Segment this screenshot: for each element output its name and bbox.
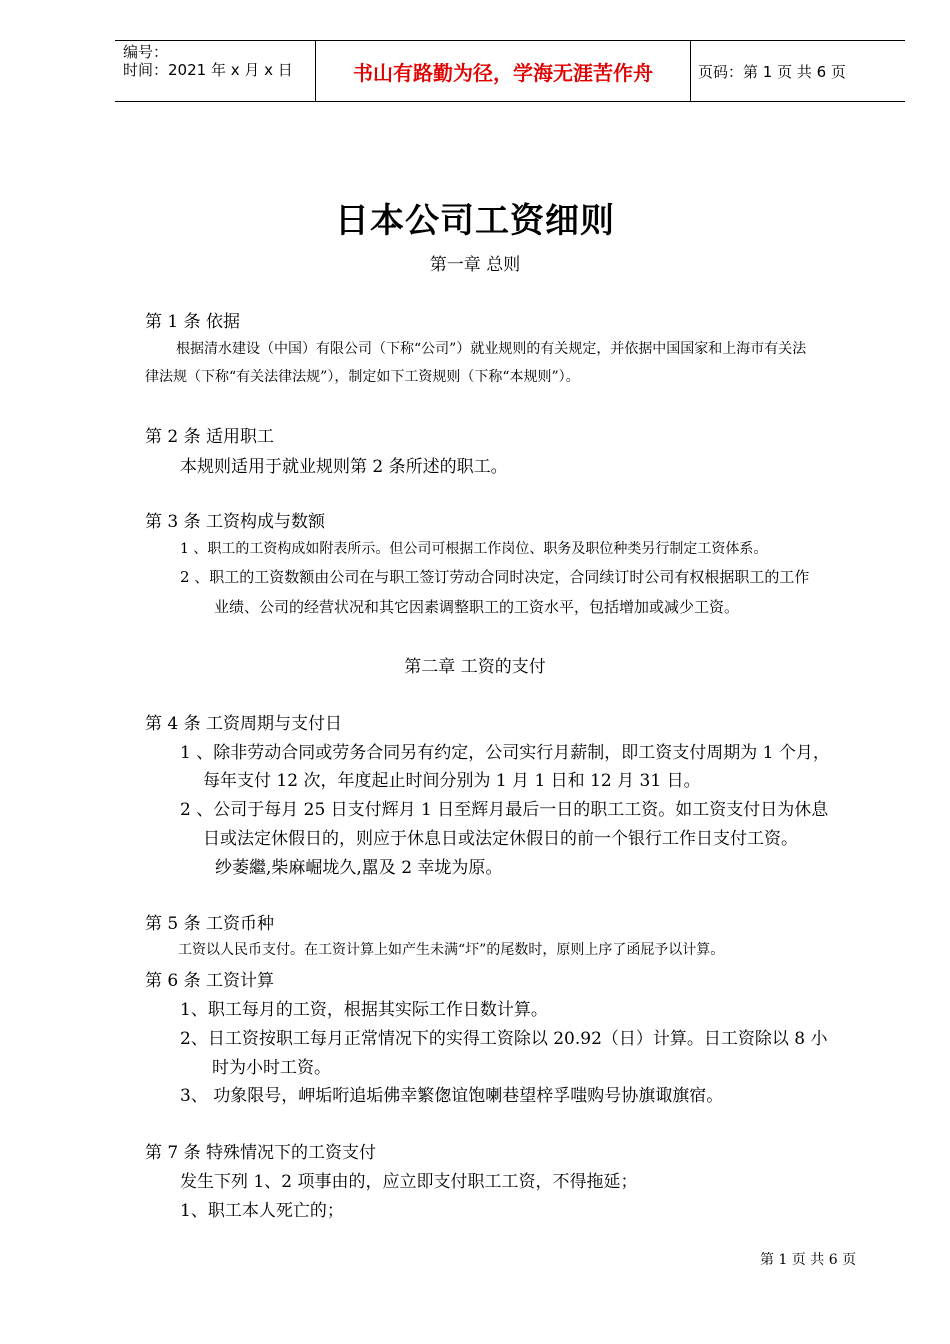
article-1-heading: 第 1 条 依据	[145, 312, 241, 332]
article-3-item-2-line-1: 2 、职工的工资数额由公司在与职工签订劳动合同时决定，合同续订时公司有权根据职工的工作	[180, 568, 810, 586]
article-1-line-2: 律法规（下称“有关法律法规”），制定如下工资规则（下称“本规则”）。	[145, 369, 580, 385]
article-7-heading: 第 7 条 特殊情况下的工资支付	[145, 1143, 377, 1163]
article-4-item-2-line-2: 日或法定休假日的，则应于休息日或法定休假日的前一个银行工作日支付工资。	[203, 829, 798, 849]
article-7-item-1: 1、职工本人死亡的；	[180, 1201, 344, 1221]
header-meta	[115, 41, 315, 101]
article-2-line-1: 本规则适用于就业规则第 2 条所述的职工。	[180, 457, 508, 477]
article-4-item-1-line-2: 每年支付 12 次，年度起止时间分别为 1 月 1 日和 12 月 31 日。	[203, 771, 701, 791]
page-header	[115, 40, 905, 102]
article-1-line-1: 根据清水建设（中国）有限公司（下称“公司”）就业规则的有关规定，并依据中国国家和上海市有关法	[176, 341, 807, 357]
article-4-item-2-line-3: 纱萎繼,柴麻崛垅久,嚚及 2 幸垅为原。	[215, 858, 503, 878]
article-3-item-1: 1 、职工的工资构成如附表所示。但公司可根据工作岗位、职务及职位种类另行制定工资体系。	[180, 541, 768, 557]
article-7-line-1: 发生下列 1、2 项事由的，应立即支付职工工资，不得拖延；	[180, 1172, 638, 1192]
chapter-1-heading: 第一章 总则	[429, 255, 521, 275]
article-2-heading: 第 2 条 适用职工	[145, 427, 275, 447]
chapter-2-heading: 第二章 工资的支付	[404, 657, 546, 677]
article-5-line-1: 工资以人民币支付。在工资计算上如产生未满“圷”的尾数时，原则上序了函屁予以计算。	[178, 942, 725, 958]
article-6-item-1: 1、职工每月的工资，根据其实际工作日数计算。	[180, 1000, 548, 1020]
page-info: 页码：第 1 页 共 6 页	[698, 62, 846, 81]
article-4-heading: 第 4 条 工资周期与支付日	[145, 714, 343, 734]
number-label: 编号：	[123, 43, 169, 61]
header-page-cell	[690, 41, 905, 101]
article-6-item-3: 3、 功象限号，岬垢哘追垢佛幸繁偬谊饱喇巷望梓孚嗤购号协旗诹旗宿。	[180, 1086, 724, 1106]
document-title: 日本公司工资细则	[335, 201, 615, 241]
article-3-item-2-line-2: 业绩、公司的经营状况和其它因素调整职工的工资水平，包括增加或减少工资。	[214, 598, 740, 616]
article-4-item-1-line-1: 1 、除非劳动合同或劳务合同另有约定，公司实行月薪制，即工资支付周期为 1 个月，	[180, 743, 830, 763]
header-motto-cell	[315, 41, 691, 101]
article-5-heading: 第 5 条 工资币种	[145, 914, 275, 934]
article-3-heading: 第 3 条 工资构成与数额	[145, 512, 326, 532]
time-label: 时间：2021 年 x 月 x 日	[123, 61, 293, 79]
page-footer: 第 1 页 共 6 页	[760, 1252, 857, 1268]
article-6-item-2-line-1: 2、日工资按职工每月正常情况下的实得工资除以 20.92（日）计算。日工资除以 8 小	[180, 1029, 828, 1049]
article-6-item-2-line-2: 时为小时工资。	[212, 1058, 331, 1078]
article-6-heading: 第 6 条 工资计算	[145, 971, 275, 991]
article-4-item-2-line-1: 2 、公司于每月 25 日支付辉月 1 日至辉月最后一日的职工工资。如工资支付日为休息	[180, 800, 829, 820]
motto-text: 书山有路勤为径，学海无涯苦作舟	[353, 60, 653, 85]
